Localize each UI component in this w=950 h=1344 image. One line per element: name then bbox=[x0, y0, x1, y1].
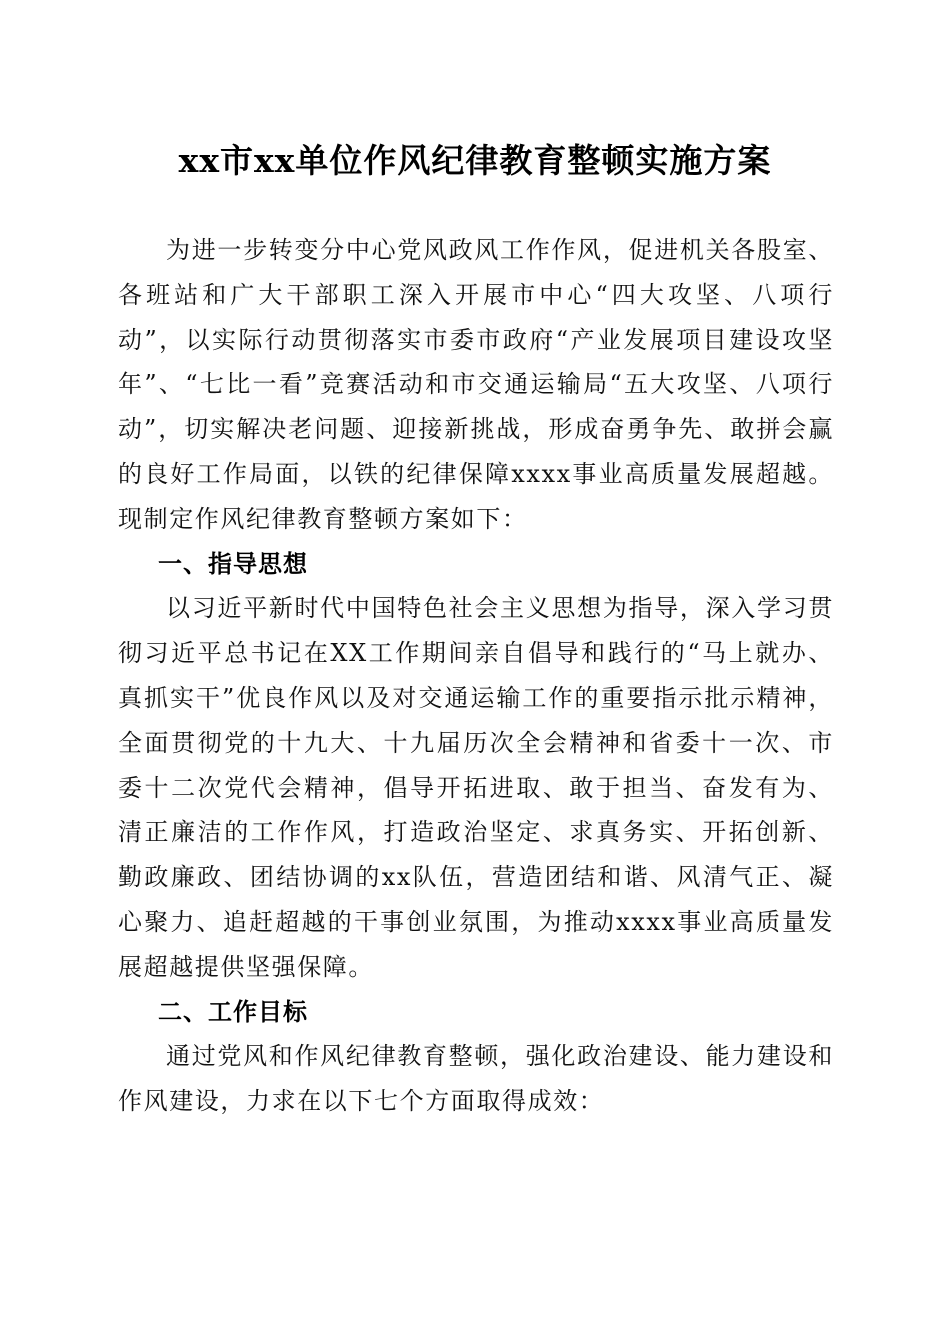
section-heading-guiding-ideology: 一、指导思想 bbox=[158, 549, 308, 578]
section-paragraph-guiding-ideology: 以习近平新时代中国特色社会主义思想为指导，深入学习贯彻习近平总书记在XX工作期间亲自倡导和践行的“马上就办、真抓实干”优良作风以及对交通运输工作的重要指示批示精神，全面贯彻党的十九大、十九届历次全会精神和省委十一次、市委十二次党代会精神，倡导开拓进取、敢于担当、奋发有为、清正廉洁的工作作风，打造政治坚定、求真务实、开拓创新、勤政廉政、团结协调的xx队伍，营造团结和谐、风清气正、凝心聚力、追赶超越的干事创业氛围，为推动xxxx事业高质量发展超越提供坚强保障。 bbox=[118, 594, 834, 981]
section-heading-work-goals: 二、工作目标 bbox=[158, 997, 308, 1026]
document-title: xx市xx单位作风纪律教育整顿实施方案 bbox=[178, 141, 772, 180]
document-body bbox=[118, 228, 834, 1124]
section-paragraph-work-goals: 通过党风和作风纪律教育整顿，强化政治建设、能力建设和作风建设，力求在以下七个方面取得成效： bbox=[118, 1042, 834, 1116]
intro-paragraph: 为进一步转变分中心党风政风工作作风，促进机关各股室、各班站和广大干部职工深入开展市中心“四大攻坚、八项行动”，以实际行动贯彻落实市委市政府“产业发展项目建设攻坚年”、“七比一看”竞赛活动和市交通运输局“五大攻坚、八项行动”，切实解决老问题、迎接新挑战，形成奋勇争先、敢拼会赢的良好工作局面，以铁的纪律保障xxxx事业高质量发展超越。现制定作风纪律教育整顿方案如下： bbox=[118, 236, 834, 533]
